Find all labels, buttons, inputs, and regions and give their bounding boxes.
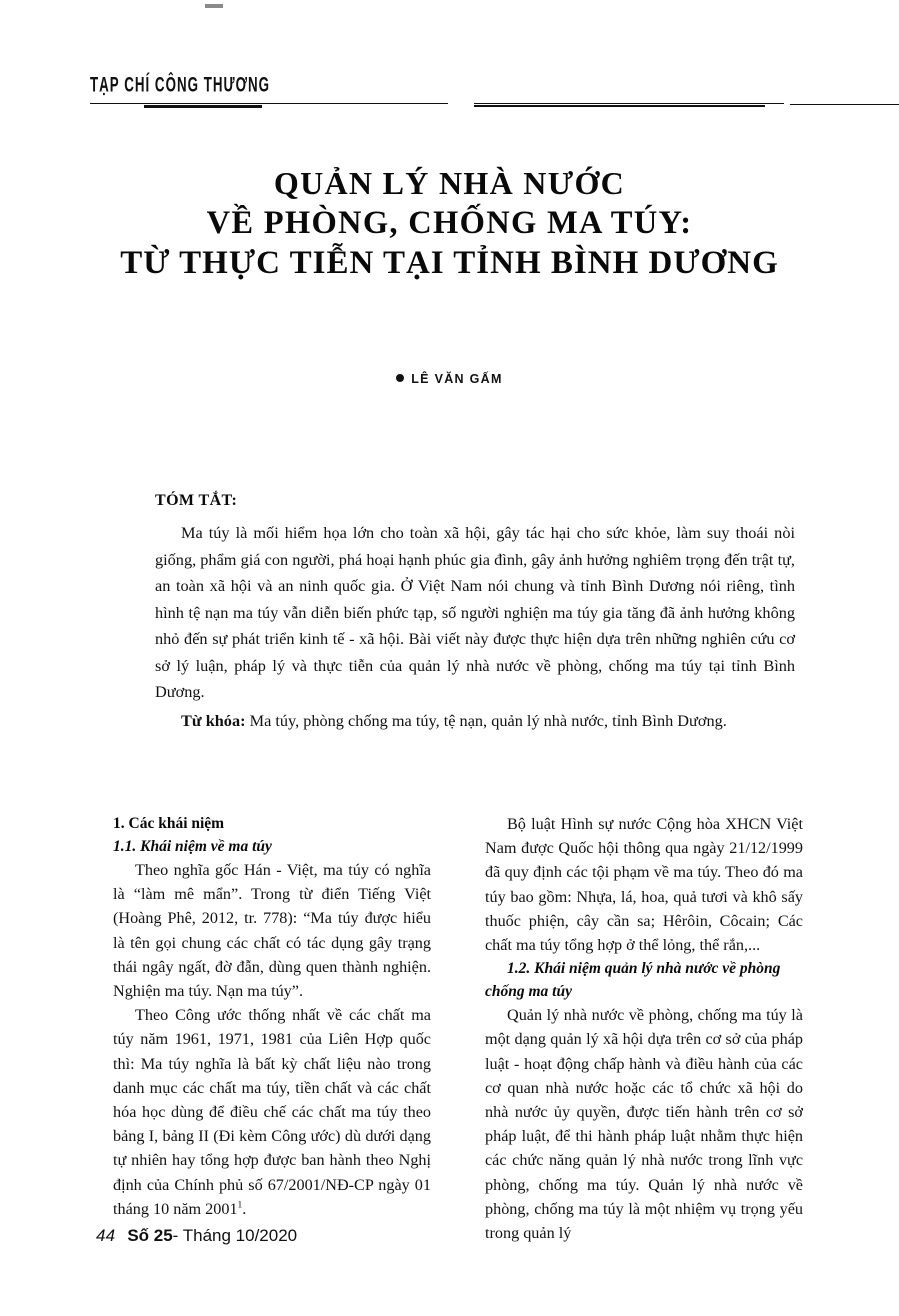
article-title-line-1: QUẢN LÝ NHÀ NƯỚC	[273, 165, 626, 201]
keywords-value: Ma túy, phòng chống ma túy, tệ nạn, quản lý nhà nước, tỉnh Bình Dương.	[245, 710, 727, 730]
abstract-keywords	[155, 708, 795, 735]
footer-page-number: 44	[96, 1226, 116, 1245]
header-rule-right-thick	[474, 105, 765, 107]
bullet-icon	[396, 374, 404, 382]
footer-date: - Tháng 10/2020	[172, 1226, 298, 1245]
author-name: LÊ VĂN GẤM	[411, 372, 503, 386]
body-column-right	[485, 812, 803, 1245]
body-column-left	[113, 812, 431, 1221]
subsection-heading-1-1: 1.1. Khái niệm về ma túy	[113, 838, 272, 855]
left-paragraph-2-tail: .	[242, 1199, 247, 1218]
left-paragraph-2	[113, 1003, 431, 1221]
footnote-marker: 1	[237, 1200, 243, 1211]
page-header	[90, 74, 820, 114]
article-title	[0, 163, 899, 283]
left-paragraph-1: Theo nghĩa gốc Hán - Việt, ma túy có nghĩa là “làm mê mẩn”. Trong từ điển Tiếng Việt (Hoàng Phê, 2012, tr. 778): “Ma túy được hiểu là tên gọi chung các chất có tác dụng gây trạng thái ngây ngất, đờ đẫn, dùng quen thành nghiện. Nghiện ma túy. Nạn ma túy”.	[113, 861, 431, 1001]
keywords-label: Từ khóa:	[181, 710, 246, 730]
subsection-heading-1-2-line2: chống ma túy	[485, 983, 572, 1001]
header-rule-tail	[790, 104, 899, 105]
abstract-section	[155, 492, 795, 734]
right-paragraph-1: Bộ luật Hình sự nước Cộng hòa XHCN Việt Nam được Quốc hội thông qua ngày 21/12/1999 đã quy định các tội phạm về ma túy. Theo đó ma túy bao gồm: Nhựa, lá, hoa, quả tươi và khô sấy thuốc phiện, cây cần sa; Hêrôin, Côcain; Các chất ma túy tổng hợp ở thể lỏng, thể rắn,...	[485, 815, 803, 955]
footer-issue: Số 25	[127, 1226, 173, 1245]
section-heading-1: 1. Các khái niệm	[113, 815, 225, 832]
right-paragraph-2: Quản lý nhà nước về phòng, chống ma túy là một dạng quản lý xã hội dựa trên cơ sở của pháp luật - hoạt động chấp hành và điều hành của các cơ quan nhà nước hoặc các tổ chức xã hội do nhà nước ủy quyền, được tiến hành trên cơ sở pháp luật, để thi hành pháp luật nhằm thực hiện các chức năng quản lý nhà nước trong lĩnh vực phòng, chống ma túy. Quản lý nhà nước về phòng, chống ma túy là một nhiệm vụ trọng yếu trong quản lý	[485, 1006, 803, 1243]
article-title-line-3: TỪ THỰC TIỄN TẠI TỈNH BÌNH DƯƠNG	[120, 245, 779, 281]
abstract-heading: TÓM TẮT:	[155, 492, 238, 509]
header-rule-left-thick	[144, 105, 262, 108]
left-paragraph-2-text: Theo Công ước thống nhất về các chất ma túy năm 1961, 1971, 1981 của Liên Hợp quốc thì: Ma túy nghĩa là bất kỳ chất liệu nào trong danh mục các chất ma túy, tiền chất và các chất hóa học dùng để điều chế các chất ma túy theo bảng I, bảng II (Đi kèm Công ước) dù dưới dạng tự nhiên hay tổng hợp được ban hành theo Nghị định của Chính phủ số 67/2001/NĐ-CP ngày 01 tháng 10 năm 2001	[113, 1006, 431, 1218]
page-footer	[96, 1226, 297, 1246]
subsection-heading-1-2-line1: 1.2. Khái niệm quản lý nhà nước về phòng	[507, 960, 781, 978]
scan-artifact-mark	[205, 4, 223, 8]
journal-masthead: TẠP CHÍ CÔNG THƯƠNG	[90, 74, 271, 98]
article-author	[0, 372, 899, 386]
article-title-line-2: VỀ PHÒNG, CHỐNG MA TÚY:	[206, 205, 693, 241]
abstract-body: Ma túy là mối hiểm họa lớn cho toàn xã hội, gây tác hại cho sức khỏe, làm suy thoái nòi giống, phẩm giá con người, phá hoại hạnh phúc gia đình, gây ảnh hưởng nghiêm trọng đến trật tự, an toàn xã hội và an ninh quốc gia. Ở Việt Nam nói chung và tỉnh Bình Dương nói riêng, tình hình tệ nạn ma túy vẫn diễn biến phức tạp, số người nghiện ma túy gia tăng đã ảnh hưởng không nhỏ đến sự phát triển kinh tế - xã hội. Bài viết này được thực hiện dựa trên những nghiên cứu cơ sở lý luận, pháp lý và thực tiễn của quản lý nhà nước về phòng, chống ma túy tại tỉnh Bình Dương.	[155, 523, 795, 701]
